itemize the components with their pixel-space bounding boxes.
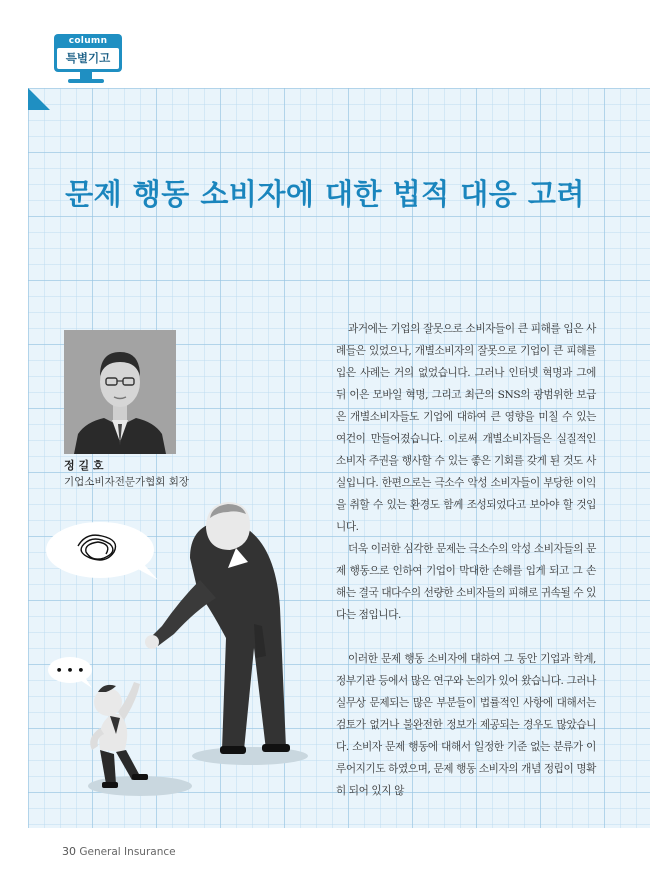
scribble-speech-bubble (46, 522, 158, 580)
author-position: 기업소비자전문가협회 회장 (64, 476, 190, 488)
paragraph-3: 이러한 문제 행동 소비자에 대하여 그 동안 기업과 학계, 정부기관 등에서 많은 연구와 논의가 있어 왔습니다. 그러나 실무상 문제되는 많은 부분들이 법률적인 사항에 대해서는 검토가 없거나 불완전한 정보가 제공되는 경우도 많았습니다. 소비자 문제 행동에 대해서 일정한 기준 없는 분류가 이루어지기도 하였으며, 문제 행동 소비자의 개념 정립이 명확히 되어 있지 않 (336, 653, 596, 797)
article-title: 문제 행동 소비자에 대한 법적 대응 고려 (65, 177, 585, 211)
paragraph-1: 과거에는 기업의 잘못으로 소비자들이 큰 피해를 입은 사례들은 있었으나, 개별소비자의 잘못으로 기업이 큰 피해를 입은 사례는 거의 없었습니다. 그러나 인터넷 혁명과 그에 뒤 이은 모바일 혁명, 그리고 최근의 SNS의 광범위한 보급은 개별소비자들도 기업에 대하여 큰 영향을 미칠 수 있는 여건이 만들어졌습니다. 이로써 개별소비자들은 실질적인 소비자 주권을 행사할 수 있는 좋은 기회를 갖게 된 것도 사실입니다. 한편으로는 극소수 악성 소비자들이 부당한 이익을 취할 수 있는 환경도 함께 조성되었다고 보아야 할 것입니다. (336, 323, 596, 533)
magazine-name: General Insurance (79, 846, 176, 858)
page-number: 30 (62, 845, 76, 858)
paragraph-2: 더욱 이러한 심각한 문제는 극소수의 악성 소비자들의 문제 행동으로 인하여 기업이 막대한 손해를 입게 되고 그 손해는 결국 대다수의 선량한 소비자들의 피해로 귀속될 수 있다는 점입니다. (336, 543, 596, 621)
page-fold-shade (28, 88, 50, 110)
ellipsis-text: • • • (55, 664, 85, 677)
section-label: 특별기고 (57, 48, 119, 69)
ellipsis-speech-bubble (48, 657, 92, 688)
column-label: column (68, 36, 108, 46)
page-footer (62, 845, 176, 858)
author-name: 정 길 호 (64, 459, 104, 472)
badge-foot (68, 79, 104, 83)
big-man-figure (145, 502, 290, 754)
illustration (40, 488, 340, 808)
column-badge (54, 34, 122, 72)
author-photo (64, 330, 176, 454)
scolding-illustration (40, 488, 340, 808)
small-man-figure (90, 682, 148, 788)
article-body (336, 318, 596, 802)
author-portrait-image (64, 330, 176, 454)
